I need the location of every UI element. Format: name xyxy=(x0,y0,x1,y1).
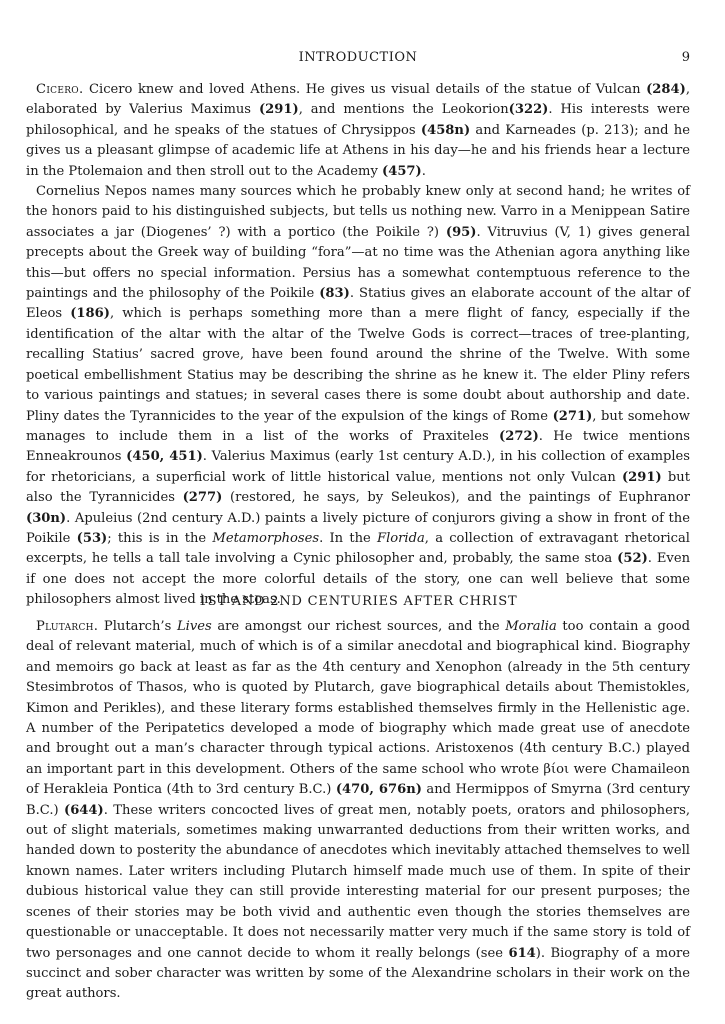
text-run: are amongst our richest sources, and the xyxy=(211,619,506,634)
text-run: (restored, he says, by Seleukos), and the paintings of Euphranor xyxy=(222,490,690,506)
catalog-reference: (284) xyxy=(646,82,686,97)
work-title: Lives xyxy=(176,619,212,634)
catalog-reference: (83) xyxy=(319,286,350,302)
catalog-reference: (186) xyxy=(70,306,110,322)
catalog-reference: (271) xyxy=(552,408,593,424)
text-run: . xyxy=(421,163,426,179)
work-title: Metamorphoses xyxy=(212,530,320,546)
running-title: INTRODUCTION xyxy=(298,50,418,65)
catalog-reference: (291) xyxy=(258,102,299,118)
author-lead: Cicero. xyxy=(36,82,84,97)
paragraph-plutarch xyxy=(26,617,690,1005)
cicero-section xyxy=(26,80,690,611)
catalog-reference: (644) xyxy=(64,802,104,818)
text-run: . Even if one does not accept the more colorful details of the story, one can well believe that some philosophers almost lived in the stoas. xyxy=(26,551,690,608)
text-run: Cornelius Nepos names many sources which he probably knew only at second hand; he writes of the honors paid to his distinguished subjects, but tells us nothing new. Varro in a Menippean Satire associates a jar (Diogenes’ ?) with a portico (the Poikile ?) xyxy=(26,184,690,240)
catalog-reference: (277) xyxy=(182,490,223,506)
catalog-reference: (95) xyxy=(445,224,477,240)
page-header xyxy=(26,50,690,70)
text-run: . In the xyxy=(319,530,377,546)
catalog-reference: (450, 451) xyxy=(126,449,203,465)
text-run: . These writers concocted lives of great men, notably poets, orators and philosophers, out of slight materials, sometimes making unwarranted deductions from their written works, and handed down to posterity the abundance of anecdotes which inevitably attached themselves to well known names. Later writers including Plutarch himself made much use of them. In spite of their dubious historical value they can still provide interesting material for our present purposes; the scenes of their stories may be both vivid and authentic even though the stories themselves are questionable or unacceptable. It does not necessarily matter very much if the same story is told of two personages and one cannot decide to whom it really belongs (see xyxy=(26,802,690,961)
plutarch-section xyxy=(26,617,690,1005)
text-run: . Apuleius (2nd century A.D.) paints a lively picture of conjurors giving a show in front of the Poikile xyxy=(26,510,690,546)
paragraph-nepos xyxy=(26,182,690,611)
catalog-reference: (458n) xyxy=(420,122,471,138)
text-run: and Karneades (p. 213); and he gives us a pleasant glimpse of academic life at Athens in his day—he and his friends hear a lecture in the Ptolemaion and then stroll out to the Academy xyxy=(26,122,690,179)
text-run: and Hermippos of Smyrna (3rd century B.C.) xyxy=(26,782,690,818)
text-run: . He twice mentions Enneakrounos xyxy=(26,428,690,465)
text-run: , but somehow manages to include them in a list of the works of Praxiteles xyxy=(26,408,690,444)
work-title: Moralia xyxy=(505,619,557,634)
catalog-reference: (470, 676n) xyxy=(335,782,422,798)
section-heading: 1ST AND 2ND CENTURIES AFTER CHRIST xyxy=(198,594,518,609)
text-run: ). Biography of a more succinct and sober character was written by some of the Alexandrine scholars in their work on the great authors. xyxy=(26,945,690,1002)
text-run: ; this is in the xyxy=(107,530,213,546)
catalog-reference: (272) xyxy=(499,428,539,444)
text-run: . Vitruvius (V, 1) gives general precepts about the Greek way of building “fora”—at no time was the Athenian agora anything like this—but offers no special information. Persius has a somewhat contemptuous reference to the paintings and the philosophy of the Poikile xyxy=(26,224,690,302)
author-lead: Plutarch. xyxy=(36,619,99,634)
text-run: , which is perhaps something more than a mere flight of fancy, especially if the identification of the altar with the altar of the Twelve Gods is correct—traces of tree-planting, recalling Statius’ sacred grove, have been found around the shrine of the Twelve. With some poetical embellishment Statius may be describing the shrine as he knew it. The elder Pliny refers to various paintings and statues; in several cases there is some doubt about authorship and date. Pliny dates the Tyrannicides to the year of the expulsion of the kings of Rome xyxy=(26,306,690,424)
text-run: , a collection of extravagant rhetorical excerpts, he tells a tall tale involving a Cynic philosopher and, probably, the same stoa xyxy=(26,530,690,567)
text-run: , elaborated by Valerius Maximus xyxy=(26,82,690,118)
work-title: Florida xyxy=(377,530,425,546)
catalog-reference: (53) xyxy=(76,530,108,546)
text-run: , and mentions the Leokorion xyxy=(298,102,509,118)
text-run: . Valerius Maximus (early 1st century A.D.), in his collection of examples for rhetoricians, a superficial work of little historical value, mentions not only Vulcan xyxy=(26,449,691,485)
catalog-reference: (322) xyxy=(508,102,549,118)
text-run: but also the Tyrannicides xyxy=(26,469,690,506)
catalog-reference: (457) xyxy=(382,163,422,179)
page-number: 9 xyxy=(681,50,690,65)
paragraph-cicero xyxy=(26,80,690,182)
catalog-reference: (30n) xyxy=(26,510,67,526)
catalog-reference: 614 xyxy=(508,945,536,961)
text-run: too contain a good deal of relevant material, much of which is of a similar anecdotal and biographical kind. Biography and memoirs go back at least as far as the 4th century and Xenophon (already in the 5th century Stesimbrotos of Thasos, who is quoted by Plutarch, gave biographical details about Themistokles, Kimon and Perikles), and these literary forms established themselves firmly in the Hellenistic age. A number of the Peripatetics developed a mode of biography which made great use of anecdote and brought out a man’s character through typical actions. Aristoxenos (4th century B.C.) played an important part in this development. Others of the same school who wrote βίοι were Chamaileon of Herakleia Pontica (4th to 3rd century B.C.) xyxy=(26,619,691,798)
catalog-reference: (52) xyxy=(617,551,648,567)
text-run: . His interests were philosophical, and he speaks of the statues of Chrysippos xyxy=(26,102,690,138)
catalog-reference: (291) xyxy=(621,469,662,485)
text-run: Plutarch’s xyxy=(98,619,177,634)
text-run: Cicero knew and loved Athens. He gives us visual details of the statue of Vulcan xyxy=(83,82,647,97)
text-run: . Statius gives an elaborate account of the altar of Eleos xyxy=(26,286,690,322)
